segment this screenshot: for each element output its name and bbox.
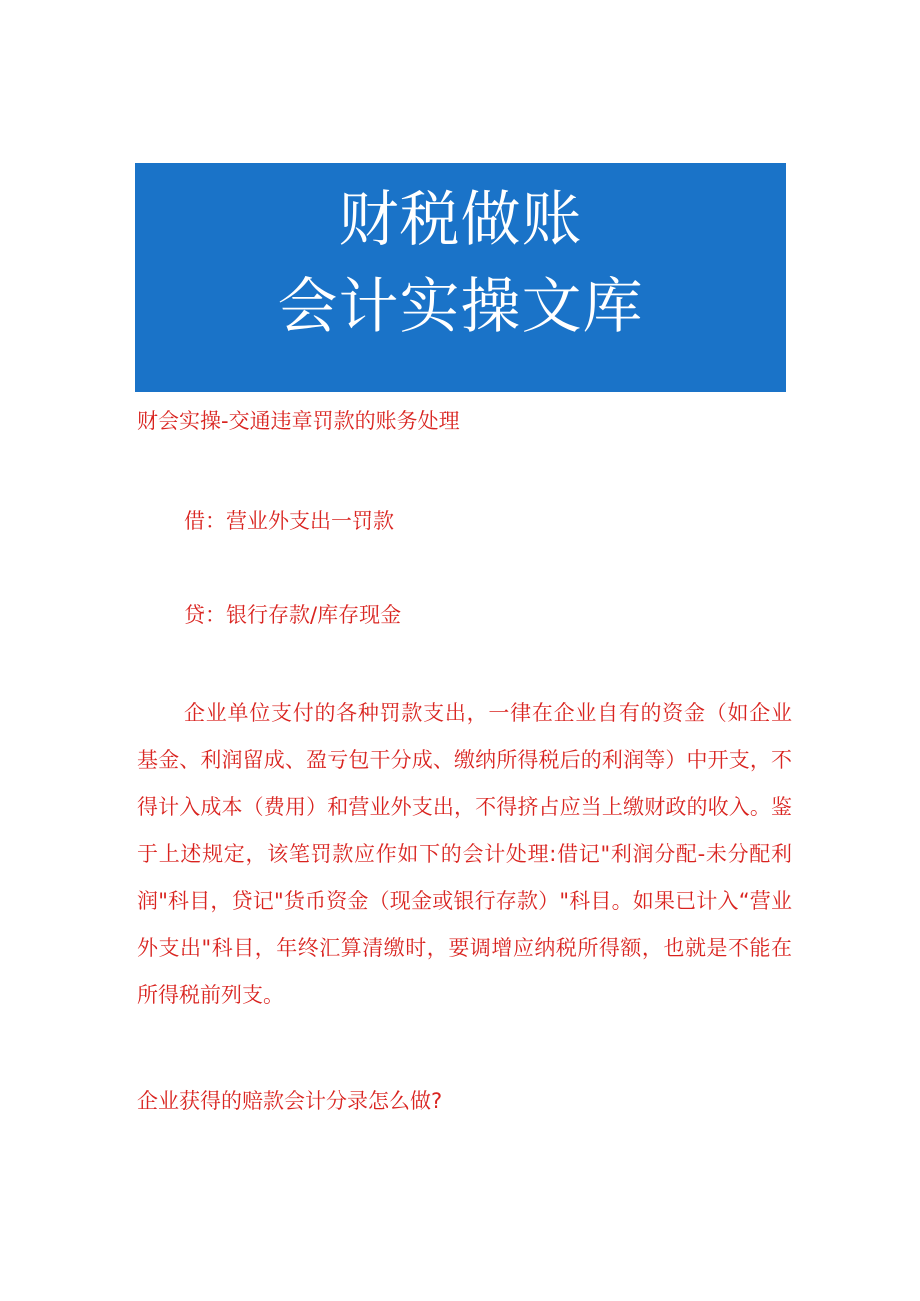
- title-banner: [135, 163, 786, 392]
- question-heading: 企业获得的赔款会计分录怎么做?: [137, 1089, 443, 1113]
- debit-entry: 借：营业外支出一罚款: [184, 509, 394, 533]
- banner-title-line-1: 财税做账: [338, 185, 583, 255]
- document-heading: 财会实操-交通违章罚款的账务处理: [137, 409, 460, 433]
- explanation-paragraph: 企业单位支付的各种罚款支出，一律在企业自有的资金（如企业基金、利润留成、盈亏包干分成、缴纳所得税后的利润等）中开支，不得计入成本（费用）和营业外支出，不得挤占应当上缴财政的收入。鉴于上述规定，该笔罚款应作如下的会计处理:借记"利润分配-未分配利润"科目，贷记"货币资金（现金或银行存款）"科目。如果已计入“营业外支出"科目，年终汇算清缴时，要调增应纳税所得额，也就是不能在所得税前列支。: [137, 701, 792, 1007]
- credit-entry: 贷：银行存款/库存现金: [184, 603, 402, 627]
- banner-title-line-2: 会计实操文库: [277, 272, 644, 342]
